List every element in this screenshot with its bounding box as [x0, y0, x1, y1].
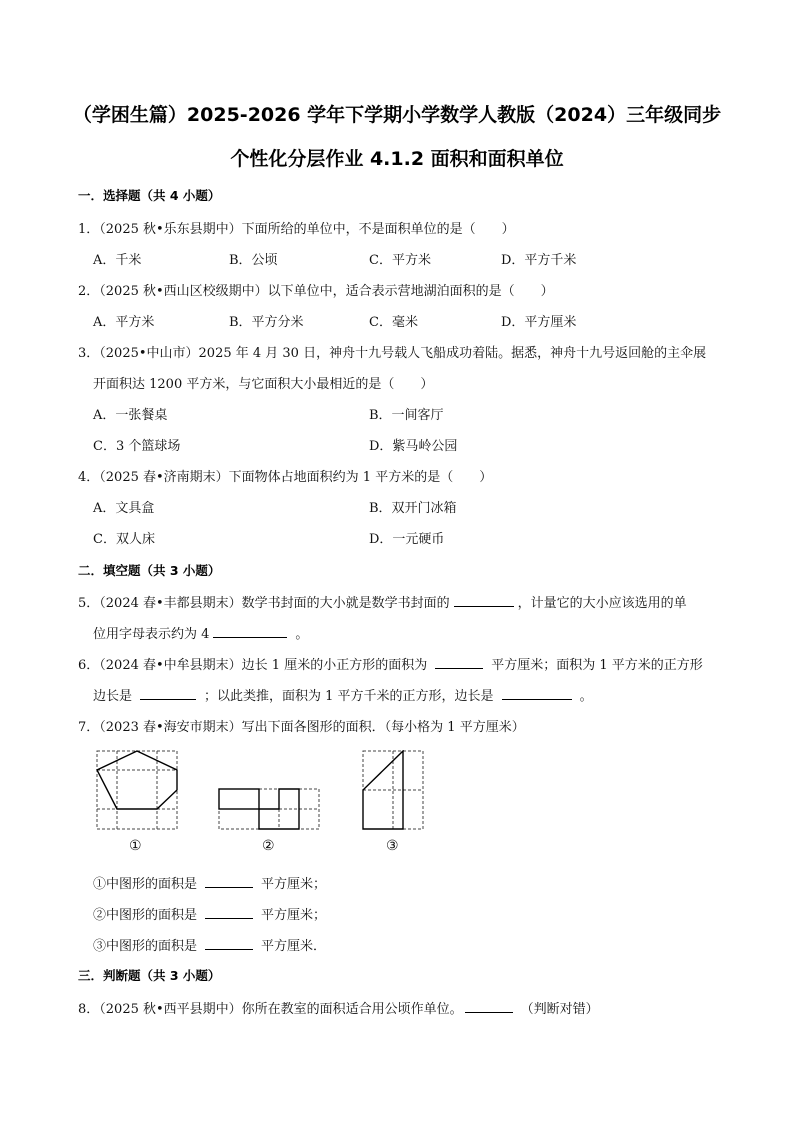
q7-answer-2 [93, 904, 326, 923]
question-5-line-1 [78, 592, 687, 611]
question-5-line-2 [93, 623, 308, 642]
figure-1-label: ① [129, 838, 142, 854]
q7-answer-blank-2[interactable] [205, 904, 253, 919]
q5-text-2: ，计量它的大小应该选用的单 [517, 596, 687, 611]
q6-answer-blank-3[interactable] [502, 685, 572, 700]
q4-option-a: A．文具盒 [93, 501, 155, 516]
q2-option-b: B．平方分米 [229, 315, 304, 330]
q1-option-c: C．平方米 [369, 253, 431, 268]
q5-text-3: 位用字母表示约为 4 [93, 627, 210, 642]
figure-1-pentagon [96, 750, 178, 830]
q3-option-d: D．紫马岭公园 [369, 439, 458, 454]
q8-text-2: （判断对错） [520, 1002, 599, 1017]
q7-answer-blank-3[interactable] [205, 935, 253, 950]
question-6-line-2 [93, 685, 593, 704]
figure-3-label: ③ [386, 838, 399, 854]
q1-option-b: B．公顷 [229, 253, 278, 268]
figure-1-grid [97, 751, 177, 829]
section-heading-judge: 三．判断题（共 3 小题） [78, 968, 221, 983]
q6-text-3: 边长是 [93, 689, 133, 704]
q7-answer-1-suffix: 平方厘米； [261, 877, 327, 892]
q2-option-d: D．平方厘米 [501, 315, 577, 330]
q5-text-1: 5．（2024 春•丰都县期末）数学书封面的大小就是数学书封面的 [78, 596, 450, 611]
q8-answer-blank[interactable] [465, 998, 513, 1013]
q3-option-a: A．一张餐桌 [93, 408, 168, 423]
q2-option-a: A．平方米 [93, 315, 155, 330]
q7-answer-2-prefix: ②中图形的面积是 [93, 908, 198, 923]
question-3-stem-line-2: 开面积达 1200 平方米，与它面积大小最相近的是（ ） [93, 377, 434, 392]
question-7-stem: 7．（2023 春•海安市期末）写出下面各图形的面积．（每小格为 1 平方厘米） [78, 720, 525, 735]
q1-option-d: D．平方千米 [501, 253, 577, 268]
q6-text-5: 。 [579, 689, 593, 704]
q6-answer-blank-1[interactable] [435, 654, 483, 669]
q4-option-c: C．双人床 [93, 532, 155, 547]
page-title-line-2: 个性化分层作业 4.1.2 面积和面积单位 [230, 148, 564, 170]
page-title-line-1: （学困生篇）2025-2026 学年下学期小学数学人教版（2024）三年级同步 [72, 104, 722, 126]
section-heading-fill: 二．填空题（共 3 小题） [78, 563, 221, 578]
q3-option-c: C．3 个篮球场 [93, 439, 181, 454]
question-4-stem: 4．（2025 春•济南期末）下面物体占地面积约为 1 平方米的是（ ） [78, 470, 493, 485]
q7-answer-1 [93, 873, 326, 892]
q3-option-b: B．一间客厅 [369, 408, 444, 423]
section-heading-choice: 一．选择题（共 4 小题） [78, 188, 221, 203]
question-3-stem-line-1: 3．（2025•中山市）2025 年 4 月 30 日，神舟十九号载人飞船成功着陆。据悉，神舟十九号返回舱的主伞展 [78, 346, 707, 361]
question-6-line-1 [78, 654, 703, 673]
figure-2-label: ② [262, 838, 275, 854]
q7-answer-3-prefix: ③中图形的面积是 [93, 939, 198, 954]
q4-option-d: D．一元硬币 [369, 532, 445, 547]
q6-text-4: ；以此类推，面积为 1 平方千米的正方形，边长是 [204, 689, 494, 704]
q5-text-4: 。 [295, 627, 309, 642]
figure-2-composite [218, 788, 320, 830]
figure-1-shape [97, 751, 177, 809]
question-8-line [78, 998, 599, 1017]
figure-3-trapezoid [362, 750, 424, 830]
q7-answer-1-prefix: ①中图形的面积是 [93, 877, 198, 892]
q7-answer-blank-1[interactable] [205, 873, 253, 888]
q1-option-a: A．千米 [93, 253, 142, 268]
q7-answer-3 [93, 935, 326, 954]
q6-answer-blank-2[interactable] [140, 685, 196, 700]
q7-answer-3-suffix: 平方厘米． [261, 939, 327, 954]
question-2-stem: 2．（2025 秋•西山区校级期中）以下单位中，适合表示营地湖泊面积的是（ ） [78, 284, 554, 299]
q6-text-1: 6．（2024 春•中牟县期末）边长 1 厘米的小正方形的面积为 [78, 658, 428, 673]
q4-option-b: B．双开门冰箱 [369, 501, 457, 516]
q5-answer-blank-1[interactable] [454, 592, 514, 607]
figure-3-grid [363, 751, 423, 829]
question-1-stem: 1．（2025 秋•乐东县期中）下面所给的单位中，不是面积单位的是（ ） [78, 222, 515, 237]
q5-answer-blank-2[interactable] [213, 623, 287, 638]
q2-option-c: C．毫米 [369, 315, 418, 330]
q8-text-1: 8．（2025 秋•西平县期中）你所在教室的面积适合用公顷作单位。 [78, 1002, 463, 1017]
q6-text-2: 平方厘米；面积为 1 平方米的正方形 [491, 658, 703, 673]
q7-answer-2-suffix: 平方厘米； [261, 908, 327, 923]
